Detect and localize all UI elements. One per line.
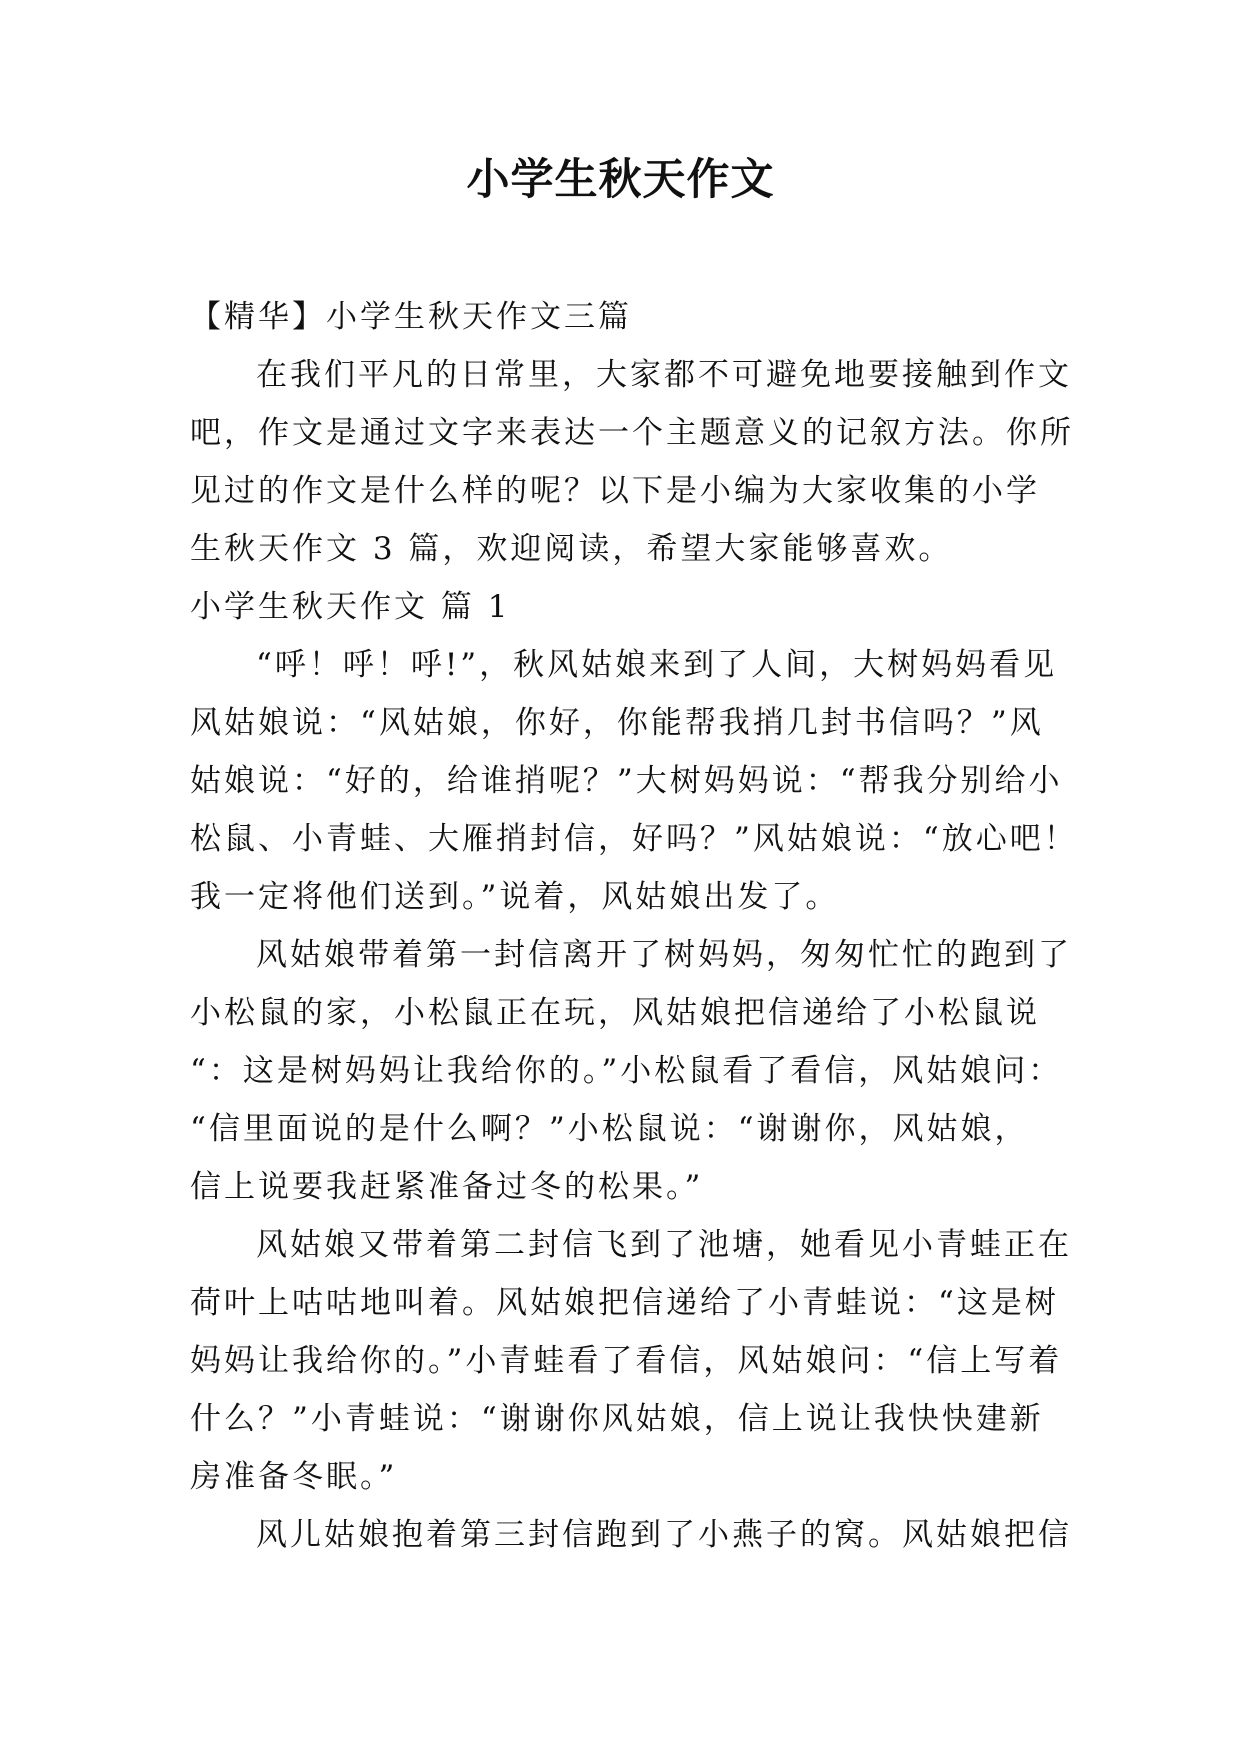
text-line: 荷叶上咕咕地叫着。风姑娘把信递给了小青蛙说：“这是树 [190,1285,1059,1321]
text-line: 生秋天作文 3 篇，欢迎阅读，希望大家能够喜欢。 [190,531,953,567]
text-line: 见过的作文是什么样的呢？以下是小编为大家收集的小学 [190,473,1040,509]
text-line: 风儿姑娘抱着第三封信跑到了小燕子的窝。风姑娘把信 [256,1517,1072,1553]
document-title: 小学生秋天作文 [466,155,775,205]
text-line: 松鼠、小青蛙、大雁捎封信，好吗？”风姑娘说：“放心吧！ [190,821,1078,857]
text-line: 风姑娘又带着第二封信飞到了池塘，她看见小青蛙正在 [256,1227,1072,1263]
text-line: 风姑娘说：“风姑娘，你好，你能帮我捎几封书信吗？”风 [190,705,1044,741]
text-line: 吧，作文是通过文字来表达一个主题意义的记叙方法。你所 [190,415,1074,451]
text-line: “呼！呼！呼!”，秋风姑娘来到了人间，大树妈妈看见 [256,647,1058,683]
text-line: 小松鼠的家，小松鼠正在玩，风姑娘把信递给了小松鼠说 [190,995,1040,1031]
text-line: 信上说要我赶紧准备过冬的松果。” [190,1169,704,1205]
text-line: 房准备冬眠。” [190,1459,398,1495]
text-line: 姑娘说：“好的，给谁捎呢？”大树妈妈说：“帮我分别给小 [190,763,1063,799]
text-line: 我一定将他们送到。”说着，风姑娘出发了。 [190,879,840,915]
text-line: 什么？”小青蛙说：“谢谢你风姑娘，信上说让我快快建新 [190,1401,1044,1437]
text-line: “：这是树妈妈让我给你的。”小松鼠看了看信，风姑娘问： [190,1053,1063,1089]
text-line: 小学生秋天作文 篇 1 [190,589,511,625]
text-line: 风姑娘带着第一封信离开了树妈妈，匆匆忙忙的跑到了 [256,937,1072,973]
document-body [190,288,1078,1564]
text-line: 【精华】小学生秋天作文三篇 [190,299,632,335]
text-line: “信里面说的是什么啊？”小松鼠说：“谢谢你，风姑娘， [190,1111,1029,1147]
text-line: 在我们平凡的日常里，大家都不可避免地要接触到作文 [256,357,1072,393]
text-line: 妈妈让我给你的。”小青蛙看了看信，风姑娘问：“信上写着 [190,1343,1063,1379]
